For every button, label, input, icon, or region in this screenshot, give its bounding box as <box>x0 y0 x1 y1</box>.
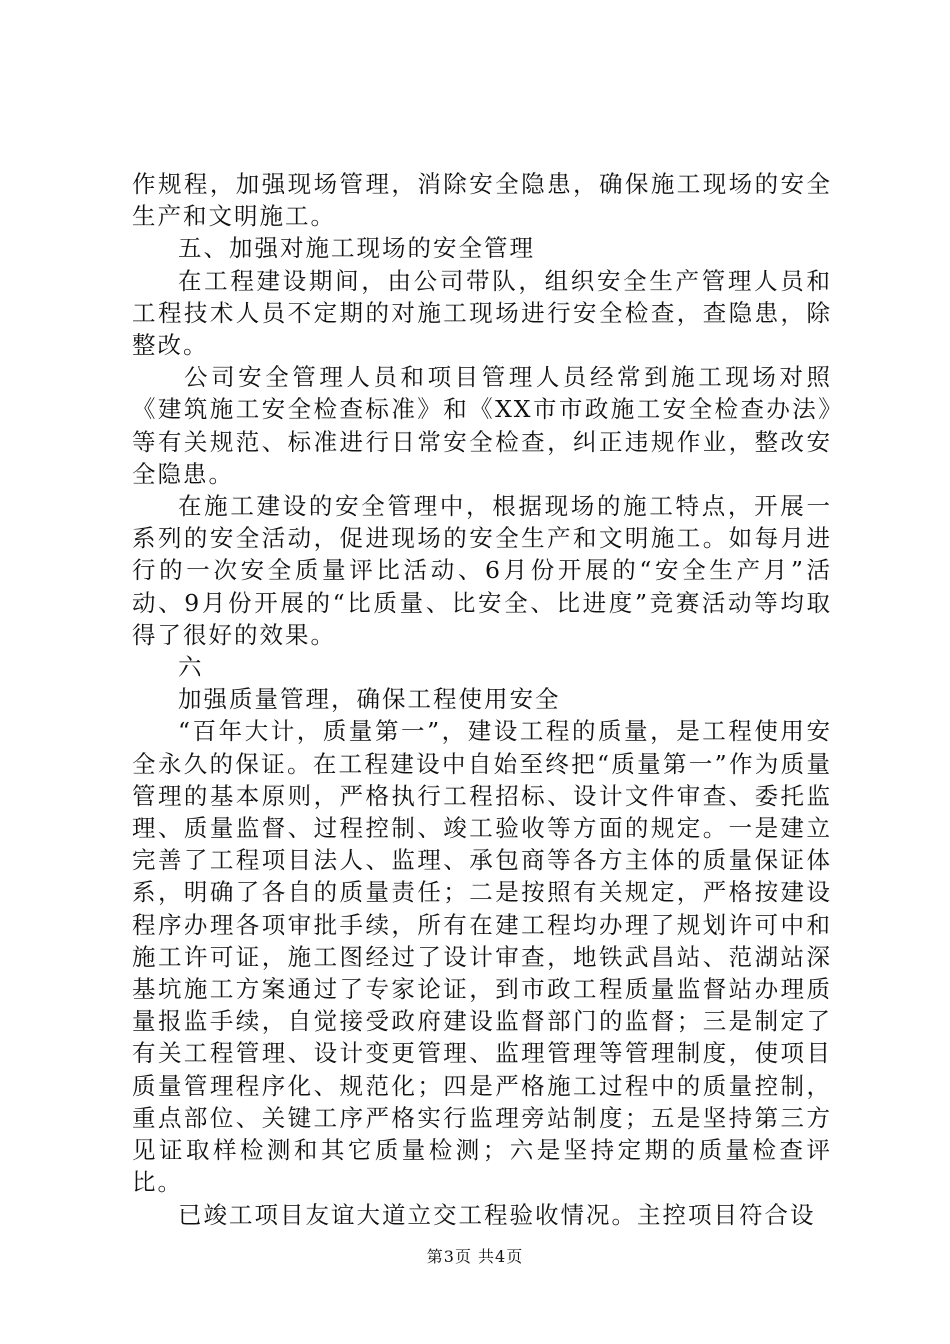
section-heading-five: 五、加强对施工现场的安全管理 <box>178 234 535 263</box>
section-heading-six-title: 加强质量管理，确保工程使用安全 <box>178 685 561 714</box>
paragraph-activities: 在施工建设的安全管理中，根据现场的施工特点，开展一系列的安全活动，促进现场的安全生产和文明施工。如每月进行的一次安全质量评比活动、6月份开展的“安全生产月”活动、9月份开展的“比质量、比安全、比进度”竞赛活动等均取得了很好的效果。 <box>132 492 832 649</box>
paragraph-quality: “百年大计，质量第一”，建设工程的质量，是工程使用安全永久的保证。在工程建设中自始至终把“质量第一”作为质量管理的基本原则，严格执行工程招标、设计文件审查、委托监理、质量监督、过程控制、竣工验收等方面的规定。一是建立完善了工程项目法人、监理、承包商等各方主体的质量保证体系，明确了各自的质量责任；二是按照有关规定，严格按建设程序办理各项审批手续，所有在建工程均办理了规划许可中和施工许可证，施工图经过了设计审查，地铁武昌站、范湖站深基坑施工方案通过了专家论证，到市政工程质量监督站办理质量报监手续，自觉接受政府建设监督部门的监督；三是制定了有关工程管理、设计变更管理、监理管理等管理制度，使项目质量管理程序化、规范化；四是严格施工过程中的质量控制，重点部位、关键工序严格实行监理旁站制度；五是坚持第三方见证取样检测和其它质量检测；六是坚持定期的质量检查评比。 <box>132 717 832 1197</box>
paragraph-inspection: 在工程建设期间，由公司带队，组织安全生产管理人员和工程技术人员不定期的对施工现场进行安全检查，查隐患，除整改。 <box>132 266 832 360</box>
document-body <box>132 168 832 1231</box>
paragraph-standards: 公司安全管理人员和项目管理人员经常到施工现场对照《建筑施工安全检查标准》和《XX市市政施工安全检查办法》等有关规范、标准进行日常安全检查，纠正违规作业，整改安全隐患。 <box>132 363 832 488</box>
paragraph-safety-continuation: 作规程，加强现场管理，消除安全隐患，确保施工现场的安全生产和文明施工。 <box>132 170 832 231</box>
section-heading-six-number: 六 <box>178 653 204 682</box>
paragraph-acceptance: 已竣工项目友谊大道立交工程验收情况。主控项目符合设 <box>178 1200 816 1229</box>
page-footer: 第3页 共4页 <box>426 1247 524 1266</box>
